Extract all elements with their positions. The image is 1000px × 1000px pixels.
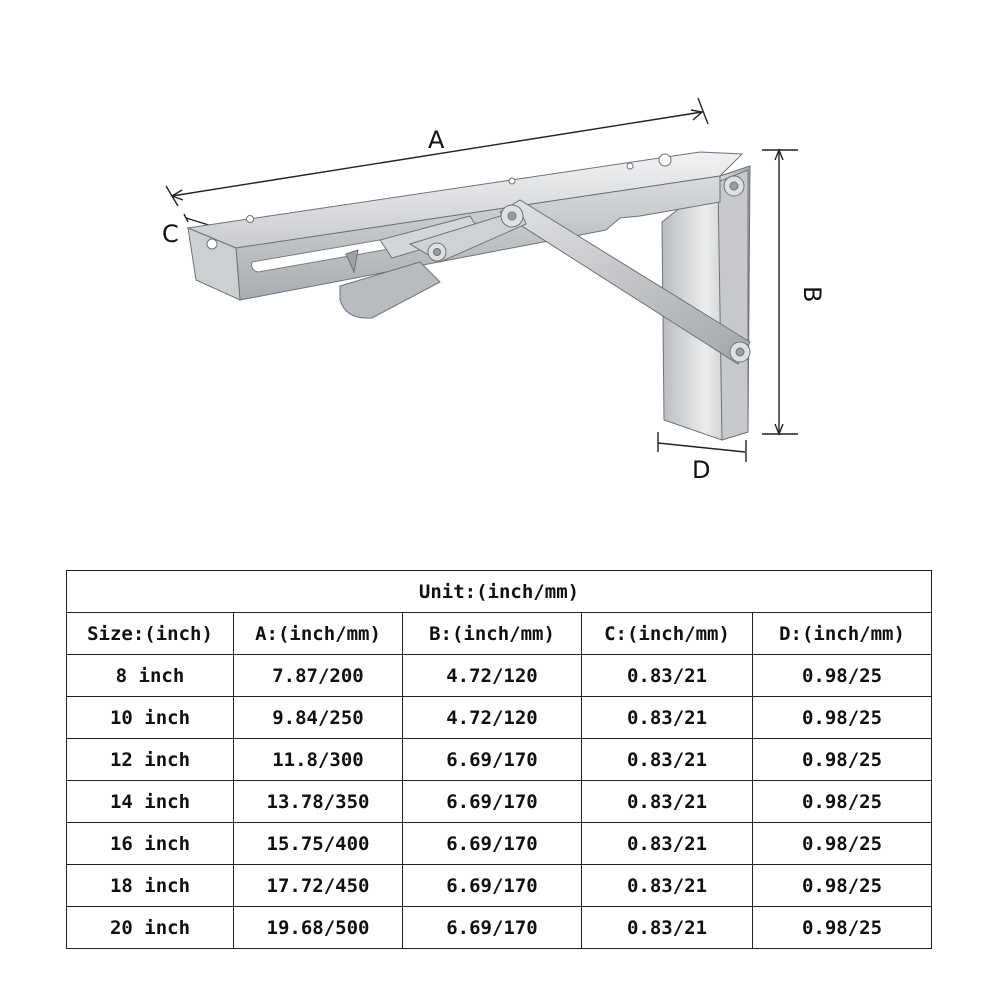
bracket-body xyxy=(188,152,750,440)
cell-c: 0.83/21 xyxy=(582,781,753,823)
table-row xyxy=(67,907,932,949)
table-row xyxy=(67,697,932,739)
table-row xyxy=(67,865,932,907)
cell-d: 0.98/25 xyxy=(753,739,932,781)
cell-b: 4.72/120 xyxy=(403,655,582,697)
cell-b: 6.69/170 xyxy=(403,865,582,907)
header-size: Size:(inch) xyxy=(67,613,234,655)
cell-c: 0.83/21 xyxy=(582,655,753,697)
cell-a: 19.68/500 xyxy=(234,907,403,949)
table-row xyxy=(67,655,932,697)
cell-a: 15.75/400 xyxy=(234,823,403,865)
header-b: B:(inch/mm) xyxy=(403,613,582,655)
label-b: B xyxy=(798,286,826,303)
cell-b: 6.69/170 xyxy=(403,739,582,781)
cell-size: 14 inch xyxy=(67,781,234,823)
header-c: C:(inch/mm) xyxy=(582,613,753,655)
table-row xyxy=(67,739,932,781)
spec-table xyxy=(66,570,932,949)
label-c: C xyxy=(162,220,179,248)
cell-d: 0.98/25 xyxy=(753,655,932,697)
cell-b: 6.69/170 xyxy=(403,907,582,949)
table-row xyxy=(67,823,932,865)
cell-b: 4.72/120 xyxy=(403,697,582,739)
cell-d: 0.98/25 xyxy=(753,907,932,949)
cell-d: 0.98/25 xyxy=(753,823,932,865)
cell-c: 0.83/21 xyxy=(582,697,753,739)
label-a: A xyxy=(428,126,445,154)
cell-c: 0.83/21 xyxy=(582,739,753,781)
label-d: D xyxy=(692,456,711,484)
cell-size: 8 inch xyxy=(67,655,234,697)
cell-a: 7.87/200 xyxy=(234,655,403,697)
table-row xyxy=(67,781,932,823)
header-a: A:(inch/mm) xyxy=(234,613,403,655)
cell-size: 16 inch xyxy=(67,823,234,865)
cell-a: 17.72/450 xyxy=(234,865,403,907)
cell-c: 0.83/21 xyxy=(582,907,753,949)
cell-size: 12 inch xyxy=(67,739,234,781)
cell-a: 9.84/250 xyxy=(234,697,403,739)
cell-a: 11.8/300 xyxy=(234,739,403,781)
cell-size: 18 inch xyxy=(67,865,234,907)
cell-d: 0.98/25 xyxy=(753,781,932,823)
cell-a: 13.78/350 xyxy=(234,781,403,823)
dimension-b xyxy=(762,150,798,434)
table-header-row xyxy=(67,613,932,655)
cell-b: 6.69/170 xyxy=(403,781,582,823)
table-unit-title: Unit:(inch/mm) xyxy=(67,571,932,613)
cell-b: 6.69/170 xyxy=(403,823,582,865)
cell-c: 0.83/21 xyxy=(582,823,753,865)
cell-c: 0.83/21 xyxy=(582,865,753,907)
cell-d: 0.98/25 xyxy=(753,697,932,739)
cell-size: 10 inch xyxy=(67,697,234,739)
cell-size: 20 inch xyxy=(67,907,234,949)
header-d: D:(inch/mm) xyxy=(753,613,932,655)
cell-d: 0.98/25 xyxy=(753,865,932,907)
